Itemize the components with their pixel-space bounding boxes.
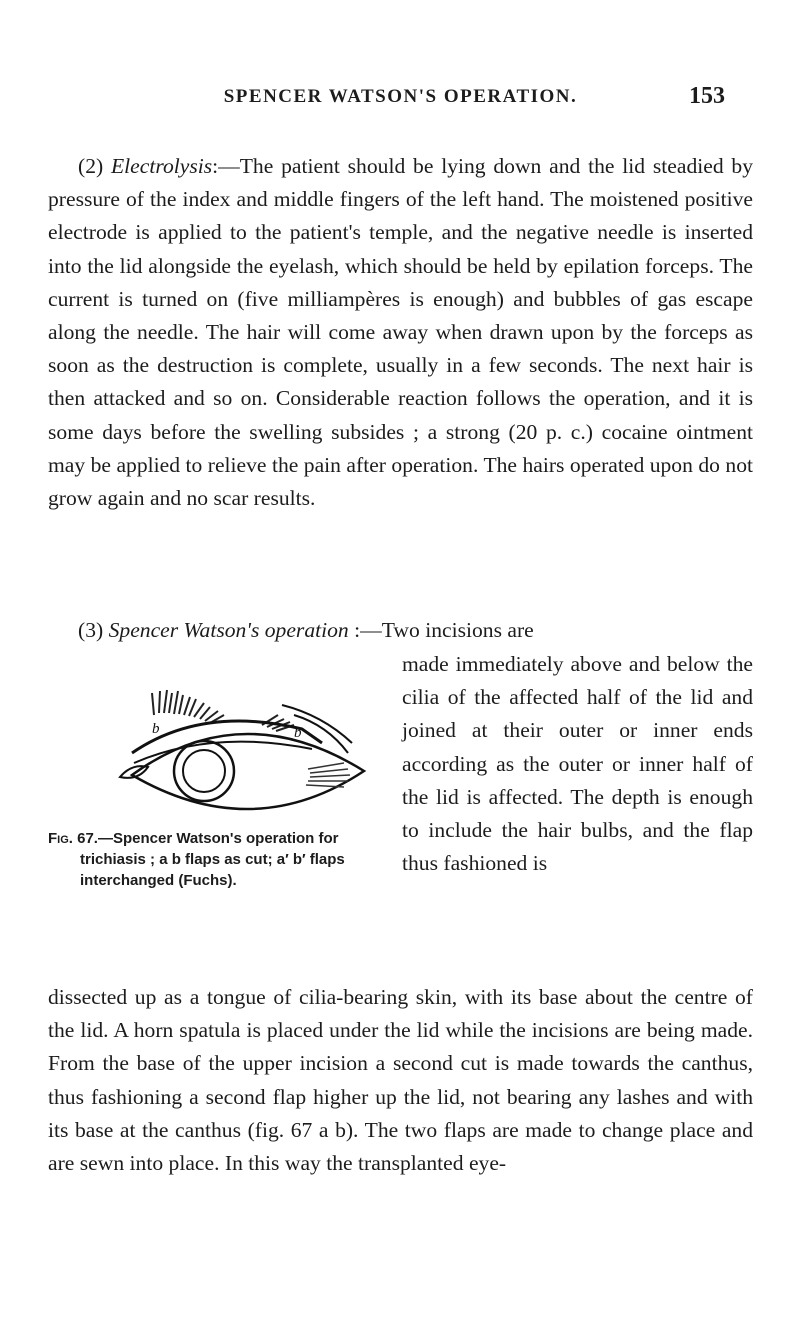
- page-number: 153: [689, 83, 725, 109]
- para-number: (2): [78, 154, 104, 178]
- letter-b-right: b: [294, 725, 302, 741]
- para-title: Spencer Watson's operation: [108, 618, 349, 642]
- para-body: :—Two incisions are: [354, 618, 534, 642]
- para-number: (3): [78, 618, 104, 642]
- paragraph-spencer-first-line: [48, 614, 753, 647]
- pupil: [183, 750, 225, 792]
- letter-b-left: b: [152, 721, 160, 737]
- para-body: :—The patient should be lying down and the lid steadied by pressure of the index and middle fingers of the left hand. The moistened positive electrode is applied to the patient's temple, and the negative needle is inserted into the lid alongside the eyelash, which should be held by epilation forceps. The current is turned on (five milliampères is enough) and bubbles of gas escape along the needle. The hair will come away when drawn upon by the forceps as soon as the destruction is complete, usually in a few seconds. The next hair is then attacked and so on. Considerable reaction follows the operation, and it is some days before the swelling subsides ; a strong (20 p. c.) cocaine ointment may be applied to relieve the pain after operation. The hairs operated upon do not grow again and no scar results.: [48, 154, 753, 511]
- eyelid-diagram: [112, 685, 402, 825]
- paragraph-spencer-continuation: dissected up as a tongue of cilia-bearing skin, with its base about the centre of the lid. A horn spatula is placed under the lid while the incisions are being made. From the base of the upper incision a second cut is made towards the canthus, thus fashioning a second flap higher up the lid, not bearing any lashes and with its base at the canthus (fig. 67 a b). The two flaps are made to change place and are sewn into place. In this way the transplanted eye-: [48, 985, 753, 1176]
- figure-label: Fig. 67.: [48, 830, 98, 847]
- figure-caption: [48, 828, 398, 891]
- figure-caption-text: —Spencer Watson's operation for trichiasis ; a b flaps as cut; a′ b′ flaps interchanged (Fuchs).: [80, 830, 345, 889]
- paragraph-spencer-wrap: made immediately above and below the cilia of the affected half of the lid and joined at their outer or inner ends according as the outer or inner half of the lid is affected. The depth is enough to include the hair bulbs, and the flap thus fashioned is: [402, 652, 753, 876]
- figure-illustration: [112, 685, 402, 825]
- page-header: [48, 83, 753, 116]
- paragraph-electrolysis: [48, 150, 753, 515]
- para-title: Electrolysis: [110, 154, 213, 178]
- running-title: SPENCER WATSON'S OPERATION.: [223, 86, 578, 107]
- lower-incision: [134, 742, 312, 763]
